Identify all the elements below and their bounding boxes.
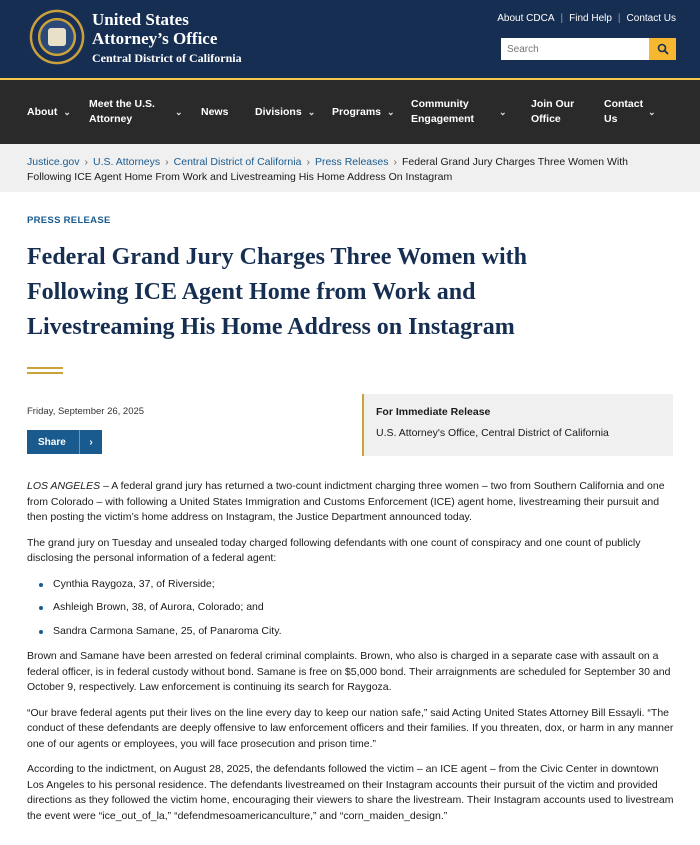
share-button[interactable] bbox=[27, 430, 102, 454]
nav-item-contact[interactable] bbox=[604, 97, 664, 127]
nav-item-news[interactable] bbox=[201, 105, 255, 120]
chevron-right-icon: › bbox=[306, 156, 310, 168]
paragraph bbox=[27, 479, 677, 526]
chevron-down-icon: ⌄ bbox=[175, 106, 183, 117]
nav-item-divisions[interactable] bbox=[255, 105, 332, 120]
paragraph: Brown and Samane have been arrested on federal criminal complaints. Brown, who also is charged in a separate case with assault on a federal officer, is in federal custody without bond. Samane is free on $5,000 bond. Their arraignments are scheduled for September 30 and October 9, respectively. Law enforcement is continuing its search for Raygoza. bbox=[27, 650, 671, 693]
title-divider bbox=[27, 367, 63, 374]
nav-label: Community Engagement bbox=[411, 98, 475, 125]
chevron-right-icon: › bbox=[393, 156, 397, 168]
chevron-right-icon: › bbox=[79, 430, 102, 454]
nav-item-meet-attorney[interactable] bbox=[89, 97, 201, 127]
nav-label: News bbox=[201, 105, 229, 118]
nav-label: Meet the U.S. Attorney bbox=[89, 98, 155, 125]
link-separator: | bbox=[560, 13, 564, 24]
breadcrumb bbox=[0, 144, 700, 192]
agency-line-1: United States bbox=[92, 10, 189, 29]
search-box bbox=[501, 38, 676, 60]
breadcrumb-link[interactable]: U.S. Attorneys bbox=[93, 156, 161, 168]
search-input[interactable] bbox=[501, 38, 649, 60]
nav-item-community[interactable] bbox=[411, 97, 531, 127]
about-cdca-link[interactable]: About CDCA bbox=[497, 13, 555, 24]
nav-label: Join Our Office bbox=[531, 98, 575, 125]
chevron-right-icon: › bbox=[84, 156, 89, 168]
link-separator: | bbox=[617, 13, 621, 24]
article-type-label: PRESS RELEASE bbox=[27, 215, 111, 226]
list-item: Cynthia Raygoza, 37, of Riverside; bbox=[39, 577, 677, 593]
nav-item-join[interactable] bbox=[531, 97, 604, 127]
page-title: Federal Grand Jury Charges Three Women with Following ICE Agent Home from Work and Livestreaming His Home Address on Instagram bbox=[27, 244, 527, 340]
utility-links bbox=[491, 13, 676, 24]
defendant-list bbox=[39, 577, 677, 640]
search-icon bbox=[657, 43, 669, 55]
release-heading: For Immediate Release bbox=[376, 406, 491, 418]
agency-name[interactable] bbox=[92, 10, 242, 66]
agency-line-3: Central District of California bbox=[92, 51, 242, 65]
paragraph: “Our brave federal agents put their lives on the line every day to keep our nation safe,” said Acting United States Attorney Bill Essayli. “The conduct of these defendants are deeply offensive to law enforcement officers and their families. If you threaten, dox, or harm in any manner one of our agents or employees, you will face prosecution and prison time.” bbox=[27, 706, 674, 750]
agency-line-2: Attorney’s Office bbox=[92, 29, 218, 48]
list-item: Sandra Carmona Samane, 25, of Panaroma City. bbox=[39, 624, 677, 640]
breadcrumb-link[interactable]: Press Releases bbox=[314, 156, 389, 168]
find-help-link[interactable]: Find Help bbox=[569, 13, 612, 24]
chevron-down-icon: ⌄ bbox=[648, 106, 656, 117]
nav-label: Programs bbox=[332, 105, 382, 118]
chevron-down-icon: ⌄ bbox=[387, 106, 395, 117]
nav-item-about[interactable] bbox=[27, 105, 89, 120]
search-button[interactable] bbox=[649, 38, 676, 60]
chevron-down-icon: ⌄ bbox=[307, 106, 316, 117]
main-nav bbox=[0, 78, 700, 144]
breadcrumb-current: Federal Grand Jury Charges Three Women With Following ICE Agent Home From Work and Livestreaming His Home Address On Instagram bbox=[27, 156, 629, 183]
contact-us-link[interactable]: Contact Us bbox=[626, 13, 676, 24]
paragraph: According to the indictment, on August 28, 2025, the defendants followed the victim – an ICE agent – from the Civic Center in downtown Los Angeles to his personal residence. The defendants livestreamed on their Instagram accounts their pursuit of the victim and provided directions as they followed the victim home, encouraging their viewers to share the livestream. Their Instagram accounts used to livestream the event were “ice_out_of_la,” “defendmesoamericanculture,” and “corn_maiden_design.” bbox=[27, 763, 674, 822]
doj-seal-logo[interactable] bbox=[28, 8, 86, 66]
article bbox=[0, 215, 700, 824]
nav-label: About bbox=[27, 105, 58, 118]
list-item: Ashleigh Brown, 38, of Aurora, Colorado; and bbox=[39, 600, 677, 616]
release-office: U.S. Attorney's Office, Central District of California bbox=[376, 427, 609, 439]
paragraph-text: – A federal grand jury has returned a two-count indictment charging three women – two from Southern California and one from Colorado – with following a United States Immigration and Customs Enforcement (ICE) agent home, livestreaming their pursuit and then posting the victim’s home address on Instagram, the Justice Department announced today. bbox=[27, 480, 665, 523]
chevron-right-icon: › bbox=[165, 156, 169, 168]
share-label: Share bbox=[38, 436, 66, 448]
nav-label: Contact Us bbox=[604, 98, 644, 125]
nav-item-programs[interactable] bbox=[332, 105, 411, 120]
breadcrumb-link[interactable]: Justice.gov bbox=[27, 156, 80, 168]
article-date: Friday, September 26, 2025 bbox=[27, 406, 145, 417]
article-body bbox=[27, 479, 677, 824]
chevron-down-icon: ⌄ bbox=[499, 106, 507, 117]
paragraph: The grand jury on Tuesday and unsealed today charged following defendants with one count of conspiracy and one count of publicly disclosing the personal information of a federal agent: bbox=[27, 536, 641, 564]
chevron-down-icon: ⌄ bbox=[63, 106, 71, 117]
release-info-box bbox=[362, 394, 673, 456]
article-meta bbox=[27, 394, 673, 472]
site-header bbox=[0, 0, 700, 78]
breadcrumb-link[interactable]: Central District of California bbox=[173, 156, 302, 168]
nav-label: Divisions bbox=[255, 105, 302, 118]
dateline: LOS ANGELES bbox=[27, 480, 101, 492]
